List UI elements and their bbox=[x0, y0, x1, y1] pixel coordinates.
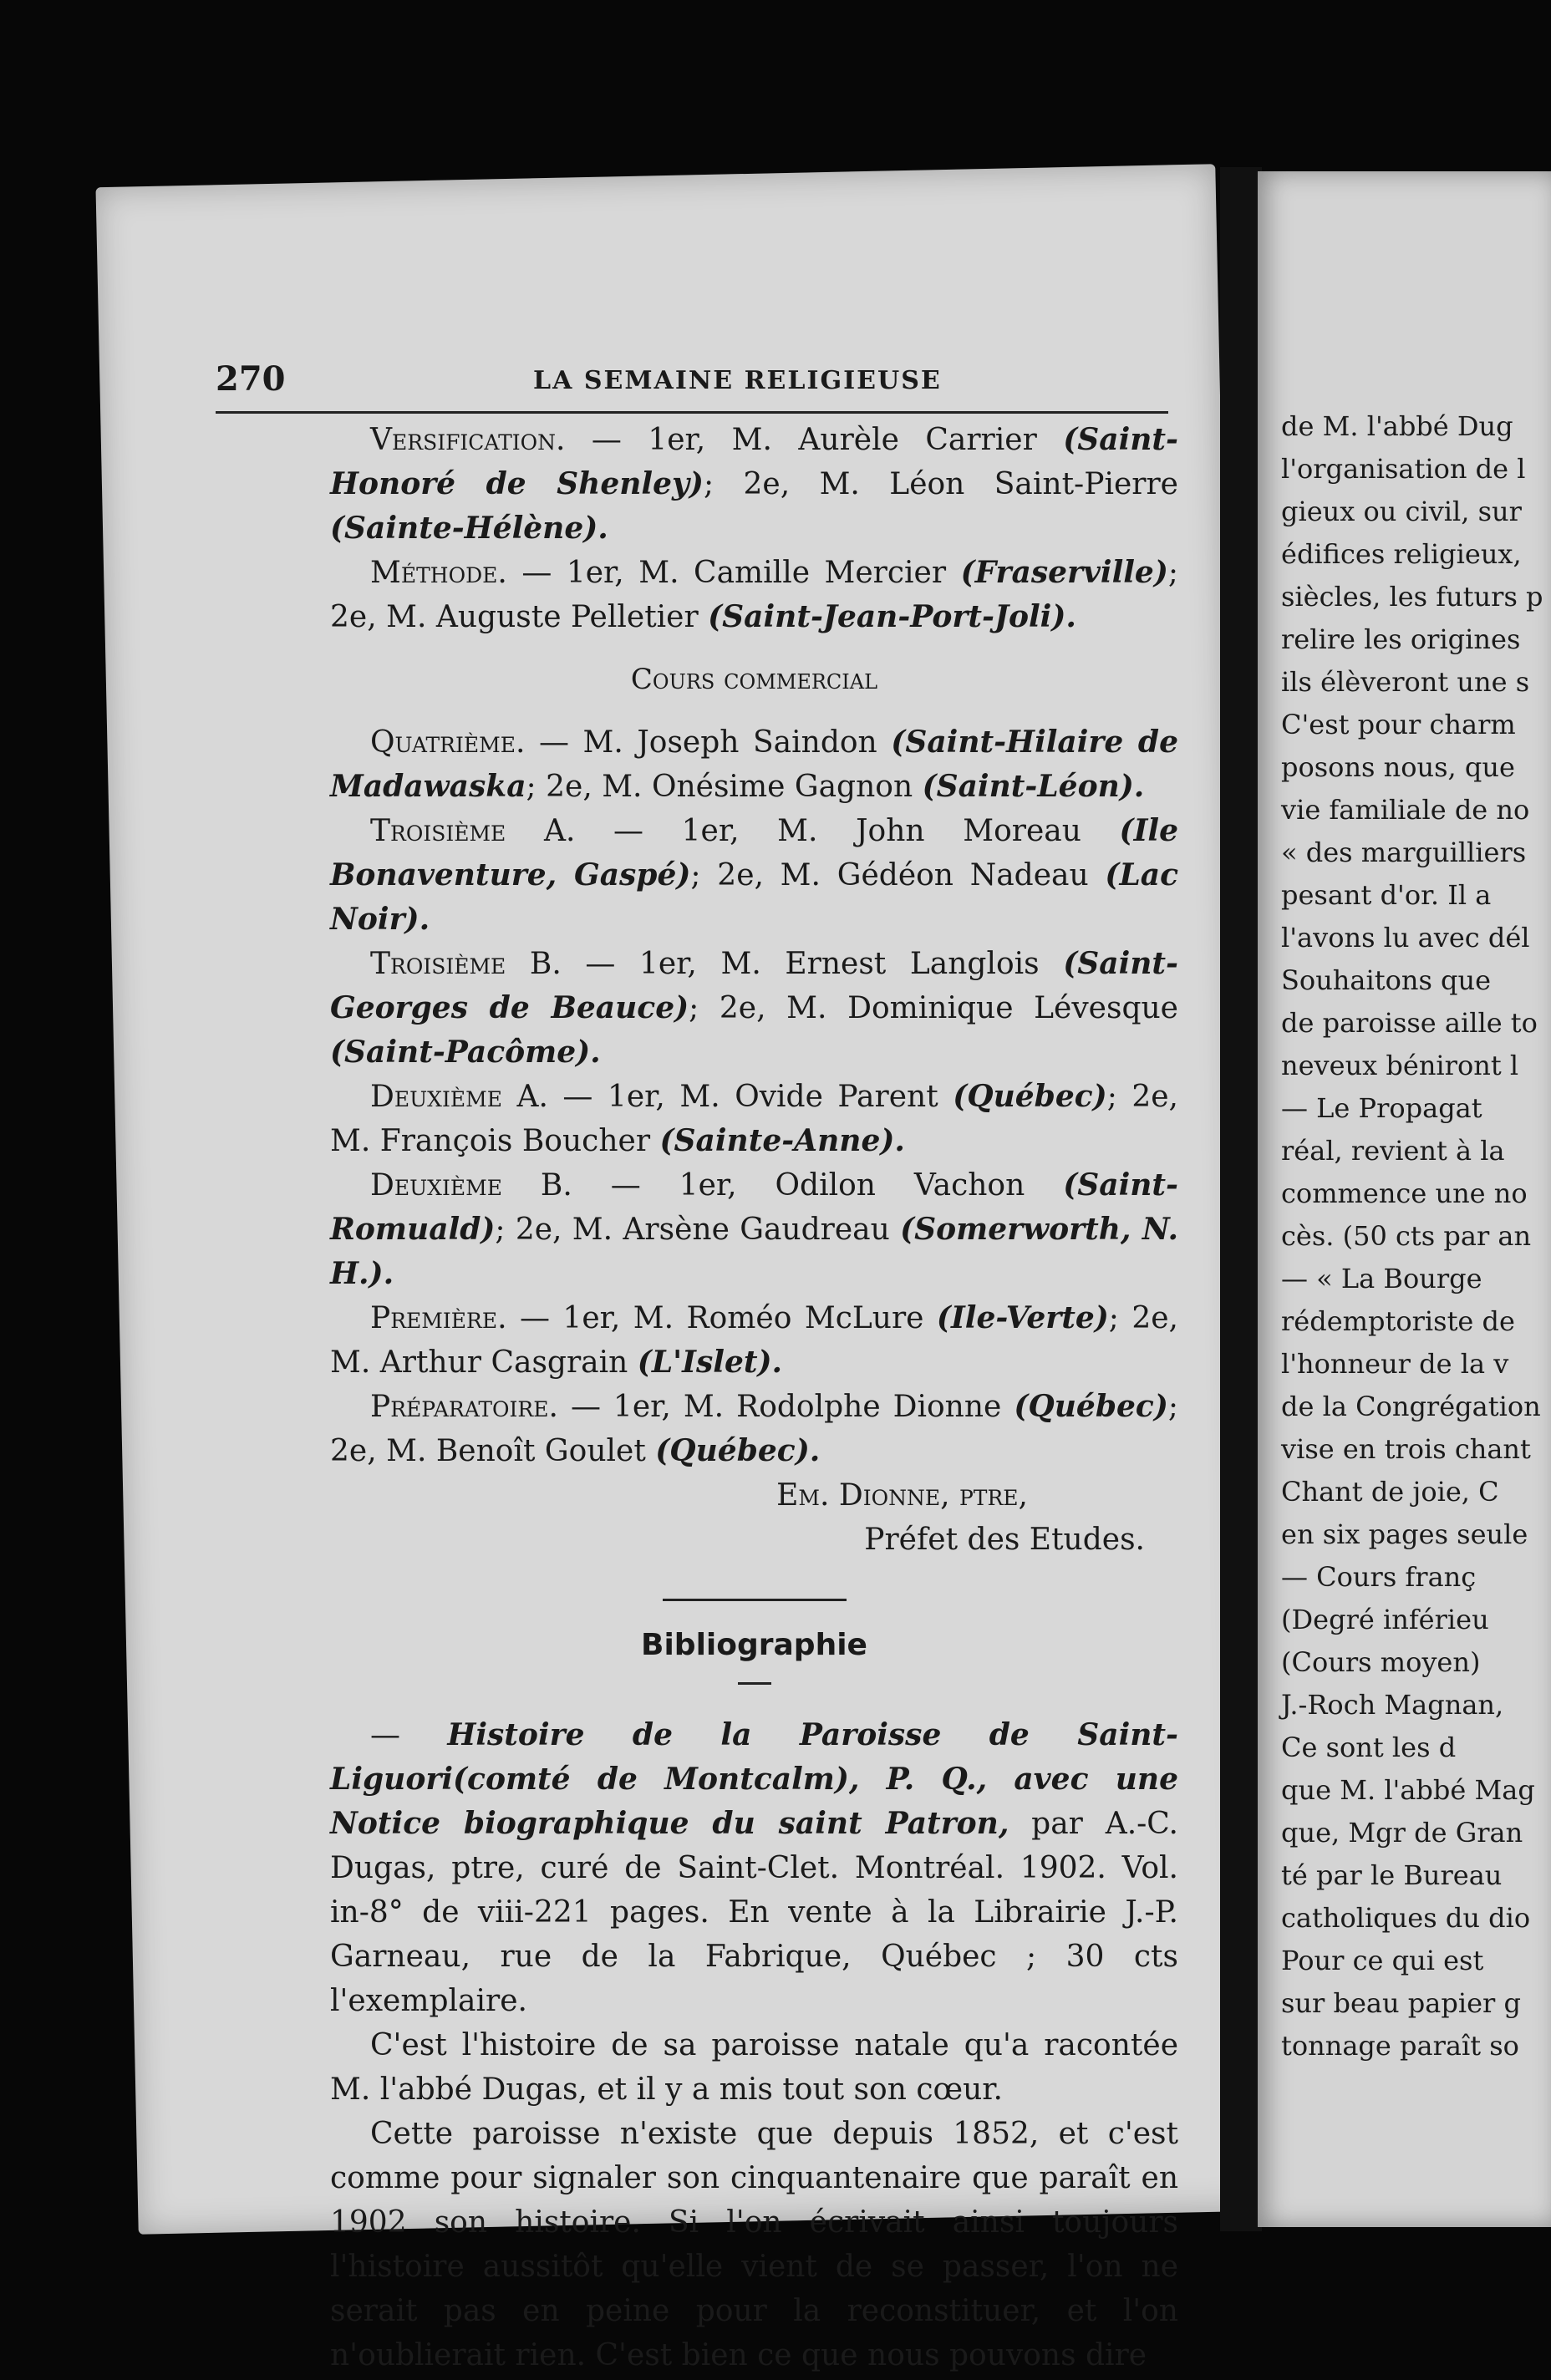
right-page-line: commence une no bbox=[1281, 1177, 1528, 1209]
section-heading-commercial: Cours commercial bbox=[630, 663, 878, 696]
award-place: (Fraserville) bbox=[960, 555, 1168, 590]
award-label: Troisième bbox=[370, 947, 506, 981]
right-page-line: que M. l'abbé Mag bbox=[1281, 1774, 1535, 1806]
page-header bbox=[216, 359, 1168, 409]
award-premiere bbox=[330, 1296, 1178, 1385]
award-place: (Saint-Jean-Port-Joli). bbox=[708, 599, 1076, 634]
biblio-title: Histoire de la Paroisse de Saint-Liguori(comté de Montcalm), P. Q., avec une Notice biographique du saint Patron, bbox=[330, 1717, 1179, 1841]
award-label: Première. bbox=[370, 1301, 507, 1335]
award-text: — 1er, M. Aurèle Carrier bbox=[565, 423, 1064, 457]
award-text: A. — 1er, M. John Moreau bbox=[506, 814, 1120, 848]
right-page-line: l'organisation de l bbox=[1281, 453, 1526, 485]
award-place: (Québec). bbox=[655, 1433, 821, 1468]
biblio-details: par A.-C. Dugas, ptre, curé de Saint-Clet. Montréal. 1902. Vol. in-8° de viii-221 pages. En vente à la Librairie J.-P. Garneau, rue de la Fabrique, Québec ; 30 cts l'exemplaire. bbox=[330, 1807, 1179, 2018]
award-text: — 1er, M. Camille Mercier bbox=[506, 556, 961, 590]
right-page-line: rédemptoriste de bbox=[1281, 1305, 1515, 1337]
award-label: Deuxième bbox=[370, 1080, 502, 1114]
award-deuxieme-a bbox=[330, 1075, 1178, 1163]
award-label: Quatrième. bbox=[370, 725, 526, 760]
book-gutter bbox=[1220, 167, 1262, 2231]
award-methode bbox=[330, 551, 1178, 639]
award-text: ; 2e, M. Dominique Lévesque bbox=[689, 991, 1178, 1025]
right-page-line: J.-Roch Magnan, bbox=[1281, 1689, 1504, 1721]
award-text: — 1er, M. Roméo McLure bbox=[506, 1301, 937, 1335]
bibliography-heading: Bibliographie bbox=[641, 1628, 867, 1662]
biblio-paragraph: Cette paroisse n'existe que depuis 1852, et c'est comme pour signaler son cinquantenaire que paraît en 1902 son histoire. Si l'on écrivait ainsi toujours l'histoire aussitôt qu'elle vient de se passer, l'on ne serait pas en peine pour la reconstituer, et l'on n'oublierait rien. C'est bien ce que nous pouvons dire bbox=[330, 2117, 1178, 2372]
right-page-line: en six pages seule bbox=[1281, 1518, 1528, 1550]
award-place: (Somerworth, N. H.). bbox=[330, 1212, 1178, 1291]
right-page-line: tonnage paraît so bbox=[1281, 2030, 1519, 2062]
header-rule bbox=[216, 411, 1168, 414]
award-text: B. — 1er, Odilon Vachon bbox=[501, 1168, 1064, 1203]
award-troisieme-b bbox=[330, 942, 1178, 1075]
right-page-line: cès. (50 cts par an bbox=[1281, 1220, 1532, 1252]
right-page-line: siècles, les futurs p bbox=[1281, 581, 1543, 613]
award-place: (L'Islet). bbox=[637, 1345, 783, 1380]
right-page-line: (Degré inférieu bbox=[1281, 1604, 1489, 1635]
right-page-line: Pour ce qui est bbox=[1281, 1945, 1484, 1976]
award-text: ; 2e, M. François Boucher bbox=[330, 1080, 1178, 1158]
right-page-line: C'est pour charm bbox=[1281, 709, 1516, 740]
right-page-line: neveux béniront l bbox=[1281, 1050, 1519, 1081]
award-label: Préparatoire. bbox=[370, 1390, 558, 1424]
page-number: 270 bbox=[216, 359, 286, 399]
award-place: (Saint-Pacôme). bbox=[330, 1035, 601, 1070]
right-page-line: té par le Bureau bbox=[1281, 1859, 1503, 1891]
award-place: (Ile Bonaventure, Gaspé) bbox=[330, 813, 1178, 892]
right-page-line: — Cours franç bbox=[1281, 1561, 1477, 1593]
right-page-line: pesant d'or. Il a bbox=[1281, 879, 1492, 911]
award-versification bbox=[330, 418, 1178, 551]
award-place: (Québec) bbox=[953, 1079, 1107, 1114]
right-page-line: l'avons lu avec dél bbox=[1281, 922, 1530, 954]
right-page-line: catholiques du dio bbox=[1281, 1902, 1531, 1934]
award-text: ; 2e, M. Onésime Gagnon bbox=[526, 770, 923, 804]
award-troisieme-a bbox=[330, 809, 1178, 942]
award-text: ; 2e, M. Gédéon Nadeau bbox=[690, 858, 1106, 892]
right-page-line: Ce sont les d bbox=[1281, 1732, 1457, 1763]
right-page-line: — « La Bourge bbox=[1281, 1263, 1482, 1294]
right-page-line: Souhaitons que bbox=[1281, 964, 1492, 996]
right-page-line: « des marguilliers bbox=[1281, 837, 1527, 868]
right-page-line: gieux ou civil, sur bbox=[1281, 496, 1522, 527]
right-page-line: ils élèveront une s bbox=[1281, 666, 1530, 698]
right-page-line: Chant de joie, C bbox=[1281, 1476, 1499, 1508]
award-preparatoire bbox=[330, 1385, 1178, 1473]
right-page-line: réal, revient à la bbox=[1281, 1135, 1505, 1167]
award-place: (Saint-Hilaire de Madawaska bbox=[330, 725, 1179, 804]
award-quatrieme bbox=[330, 720, 1178, 809]
right-page-line: sur beau papier g bbox=[1281, 1987, 1521, 2019]
right-page-line: édifices religieux, bbox=[1281, 538, 1522, 570]
award-label: Deuxième bbox=[370, 1168, 502, 1203]
right-page-line: de la Congrégation bbox=[1281, 1391, 1541, 1422]
award-text: — M. Joseph Saindon bbox=[525, 725, 892, 760]
right-page-line: relire les origines bbox=[1281, 623, 1521, 655]
award-place: (Sainte-Hélène). bbox=[330, 511, 608, 546]
signature-title: Préfet des Etudes. bbox=[864, 1523, 1145, 1557]
right-page-line: l'honneur de la v bbox=[1281, 1348, 1509, 1380]
award-deuxieme-b bbox=[330, 1163, 1178, 1296]
award-text: ; 2e, M. Arsène Gaudreau bbox=[495, 1213, 901, 1247]
right-page-line: que, Mgr de Gran bbox=[1281, 1817, 1523, 1849]
award-place: (Saint-Léon). bbox=[922, 769, 1145, 804]
biblio-paragraph: C'est l'histoire de sa paroisse natale qu'a racontée M. l'abbé Dugas, et il y a mis tout son cœur. bbox=[330, 2028, 1178, 2107]
left-page-body bbox=[330, 418, 1178, 2377]
award-label: Méthode. bbox=[370, 556, 507, 590]
award-text: ; 2e, M. Auguste Pelletier bbox=[330, 556, 1178, 634]
award-text: B. — 1er, M. Ernest Langlois bbox=[506, 947, 1064, 981]
right-page-line: posons nous, que bbox=[1281, 751, 1515, 783]
right-page-line: de paroisse aille to bbox=[1281, 1007, 1538, 1039]
biblio-dash: — bbox=[370, 1718, 448, 1752]
heading-dash bbox=[738, 1682, 771, 1685]
biblio-entry bbox=[330, 1713, 1178, 2023]
award-place: (Saint-Georges de Beauce) bbox=[330, 946, 1178, 1025]
award-text: ; 2e, M. Benoît Goulet bbox=[330, 1390, 1178, 1468]
award-place: (Lac Noir). bbox=[330, 857, 1178, 937]
right-page-line: (Cours moyen) bbox=[1281, 1646, 1481, 1678]
section-divider bbox=[663, 1599, 847, 1601]
award-text: ; 2e, M. Léon Saint-Pierre bbox=[703, 467, 1178, 501]
right-page-line: vie familiale de no bbox=[1281, 794, 1530, 826]
award-place: (Québec) bbox=[1014, 1389, 1168, 1424]
award-label: Troisième bbox=[370, 814, 506, 848]
award-place: (Ile-Verte) bbox=[936, 1300, 1109, 1335]
award-place: (Saint-Honoré de Shenley) bbox=[330, 422, 1178, 501]
right-page-line: vise en trois chant bbox=[1281, 1433, 1531, 1465]
right-page-text bbox=[1281, 405, 1543, 2067]
award-text: — 1er, M. Rodolphe Dionne bbox=[557, 1390, 1015, 1424]
award-place: (Saint-Romuald) bbox=[330, 1167, 1178, 1247]
signature-name: Em. Dionne, ptre, bbox=[776, 1478, 1028, 1513]
right-page-line: de M. l'abbé Dug bbox=[1281, 410, 1513, 442]
right-page-line: — Le Propagat bbox=[1281, 1092, 1482, 1124]
running-head: LA SEMAINE RELIGIEUSE bbox=[533, 366, 942, 395]
right-page bbox=[1258, 171, 1551, 2227]
award-text: ; 2e, M. Arthur Casgrain bbox=[330, 1301, 1178, 1380]
award-place: (Sainte-Anne). bbox=[659, 1123, 905, 1158]
award-text: A. — 1er, M. Ovide Parent bbox=[501, 1080, 953, 1114]
award-label: Versification. bbox=[370, 423, 566, 457]
